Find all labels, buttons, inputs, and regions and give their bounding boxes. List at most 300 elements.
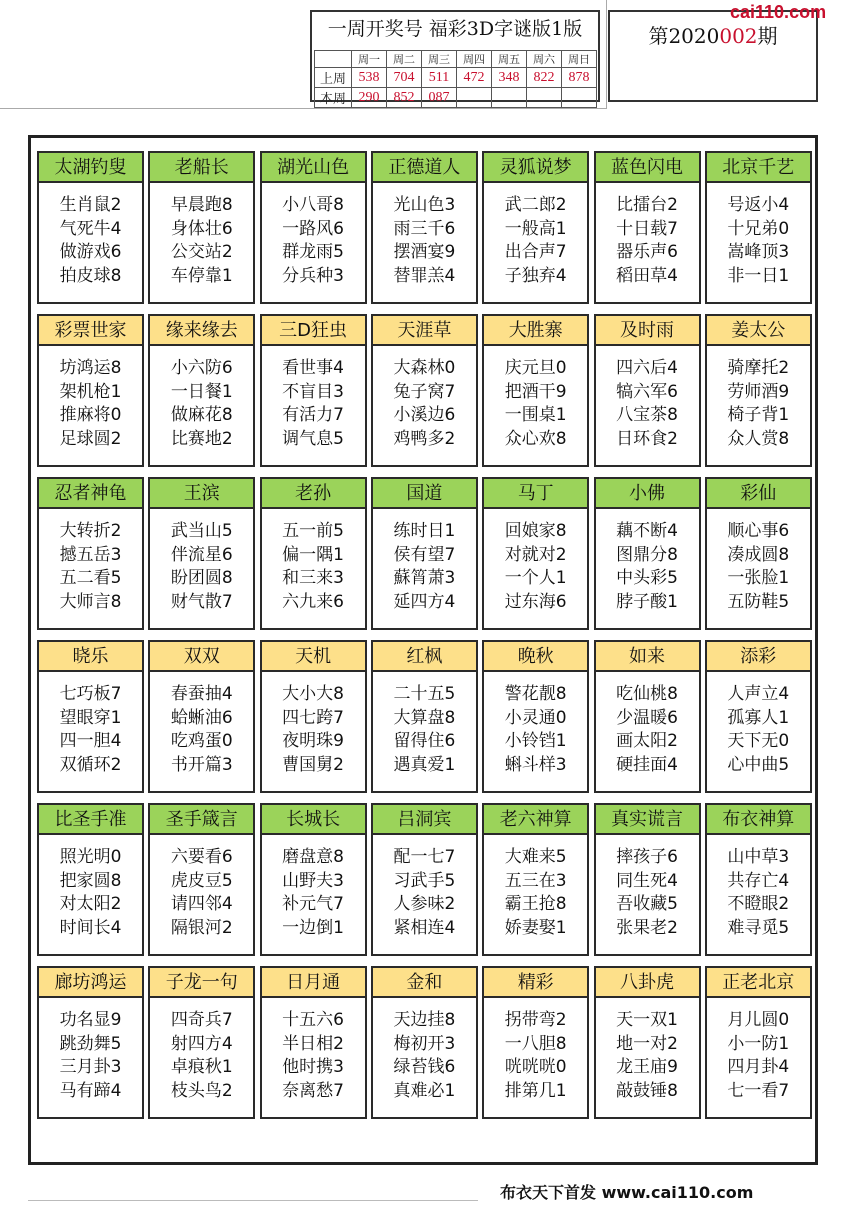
riddle-line: 小灵通0 [504,707,567,728]
footer-credit: 布衣天下首发 www.cai110.com [500,1183,754,1202]
riddle-lines [596,672,699,777]
riddle-line: 张果老2 [616,917,678,938]
riddle-lines [596,346,699,451]
riddle-line: 夜明珠9 [282,731,344,751]
riddle-line: 公交站2 [170,242,233,262]
riddle-line: 大师言8 [59,591,122,612]
riddle-line: 敲鼓锤8 [616,1080,678,1101]
riddle-line: 大小大8 [282,684,344,704]
riddle-lines [150,509,253,614]
riddle-author: 北京千艺 [707,153,810,183]
riddle-line: 请四邻4 [170,894,233,914]
riddle-line: 把酒干9 [504,381,567,402]
riddle-line: 坊鸿运8 [59,358,122,378]
riddle-line: 早晨跑8 [170,195,233,215]
riddle-lines [150,835,253,940]
riddle-line: 生肖鼠2 [59,195,122,215]
riddle-line: 配一七7 [393,847,456,867]
riddle-line: 一围桌1 [504,405,567,425]
riddle-line: 二十五5 [393,684,456,704]
riddle-card [148,966,255,1119]
riddle-card [482,640,589,793]
riddle-card [594,477,701,630]
riddle-author: 姜太公 [707,316,810,346]
riddle-line: 吃鸡蛋0 [170,731,233,751]
riddle-lines [262,998,365,1103]
last-week-number: 348 [492,68,527,88]
riddle-line: 六九来6 [282,591,344,612]
riddle-author: 布衣神算 [707,805,810,835]
riddle-line: 春蚕抽4 [170,684,233,704]
riddle-card [37,803,144,956]
riddle-lines [484,998,587,1103]
riddle-line: 半日相2 [282,1033,344,1054]
day-header: 周日 [562,51,597,68]
riddle-card [482,966,589,1119]
day-header: 周三 [422,51,457,68]
riddle-line: 孤寡人1 [727,707,790,728]
riddle-line: 众人赏8 [727,428,790,449]
riddle-line: 六要看6 [170,847,233,867]
riddle-line: 功名显9 [59,1010,122,1030]
riddle-line: 庆元旦0 [504,358,567,378]
riddle-card [148,151,255,304]
riddle-line: 他时携3 [282,1057,344,1077]
riddle-author: 吕洞宾 [373,805,476,835]
riddle-line: 双循环2 [59,754,122,775]
riddle-card [371,640,478,793]
riddle-line: 推麻将0 [59,405,122,425]
riddle-line: 遇真爱1 [393,754,456,775]
riddle-card [37,966,144,1119]
riddle-line: 四一胆4 [59,731,122,751]
riddle-line: 时间长4 [59,917,122,938]
riddle-line: 器乐声6 [616,242,678,262]
riddle-author: 晓乐 [39,642,142,672]
riddle-line: 真难必1 [393,1080,456,1101]
riddle-lines [150,346,253,451]
riddle-line: 日环食2 [616,428,678,449]
this-week-number [457,88,492,108]
riddle-line: 对就对2 [504,544,567,565]
riddle-card [371,314,478,467]
riddle-line: 众心欢8 [504,428,567,449]
riddle-line: 气死牛4 [59,218,122,239]
riddle-line: 群龙雨5 [282,242,344,262]
riddle-card [594,966,701,1119]
riddle-author: 长城长 [262,805,365,835]
riddle-card [37,314,144,467]
riddle-line: 书开篇3 [170,754,233,775]
riddle-lines [262,346,365,451]
riddle-card [148,314,255,467]
riddle-author: 及时雨 [596,316,699,346]
riddle-lines [373,509,476,614]
riddle-line: 架机枪1 [59,381,122,402]
riddle-card [37,477,144,630]
riddle-author: 添彩 [707,642,810,672]
riddle-card [705,151,812,304]
riddle-line: 回娘家8 [504,521,567,541]
riddle-lines [484,509,587,614]
site-logo-text[interactable]: cai110.com [730,2,827,22]
riddle-line: 排第几1 [504,1080,567,1101]
riddle-line: 补元气7 [282,894,344,914]
riddle-line: 梅初开3 [393,1033,456,1054]
this-week-number: 290 [352,88,387,108]
riddle-line: 拐带弯2 [504,1010,567,1030]
riddle-card [482,314,589,467]
riddle-line: 不瞪眼2 [727,894,790,914]
riddle-lines [596,183,699,288]
riddle-line: 四六后4 [616,358,678,378]
riddle-line: 一般高1 [504,218,567,239]
riddle-lines [262,672,365,777]
riddle-line: 调气息5 [282,428,344,449]
riddle-lines [707,998,810,1103]
riddle-line: 七巧板7 [59,684,122,704]
riddle-line: 卓痕秋1 [170,1057,233,1077]
riddle-author: 晚秋 [484,642,587,672]
riddle-author: 老六神算 [484,805,587,835]
riddle-author: 湖光山色 [262,153,365,183]
riddle-line: 小铃铛1 [504,731,567,751]
riddle-grid [28,135,818,1165]
riddle-line: 八宝茶8 [616,405,678,425]
riddle-line: 一路风6 [282,218,344,239]
riddle-line: 地一对2 [616,1033,678,1054]
riddle-lines [373,998,476,1103]
riddle-author: 国道 [373,479,476,509]
riddle-line: 紧相连4 [393,917,456,938]
riddle-line: 拍皮球8 [59,265,122,286]
riddle-author: 三D狂虫 [262,316,365,346]
riddle-line: 五防鞋5 [727,591,790,612]
riddle-line: 小溪边6 [393,405,456,425]
riddle-line: 娇妻娶1 [504,917,567,938]
day-header: 周一 [352,51,387,68]
riddle-line: 摔孩子6 [616,847,678,867]
riddle-line: 劳师酒9 [727,381,790,402]
riddle-card [260,966,367,1119]
riddle-line: 图鼎分8 [616,544,678,565]
riddle-author: 老船长 [150,153,253,183]
riddle-line: 四奇兵7 [170,1010,233,1030]
riddle-line: 画太阳2 [616,731,678,751]
riddle-line: 替罪羔4 [393,265,456,286]
riddle-line: 小六防6 [170,358,233,378]
riddle-author: 圣手箴言 [150,805,253,835]
riddle-author: 子龙一句 [150,968,253,998]
riddle-line: 雨三千6 [393,218,456,239]
riddle-author: 太湖钓叟 [39,153,142,183]
riddle-line: 蝌斗样3 [504,754,567,775]
riddle-line: 嵩峰顶3 [727,242,790,262]
riddle-line: 大算盘8 [393,707,456,728]
riddle-card [705,966,812,1119]
riddle-card [260,477,367,630]
riddle-line: 蘇筲萧3 [393,568,456,588]
riddle-author: 王滨 [150,479,253,509]
riddle-line: 光山色3 [393,195,456,215]
riddle-lines [373,672,476,777]
riddle-line: 号返小4 [727,195,790,215]
riddle-line: 人声立4 [727,684,790,704]
riddle-line: 过东海6 [504,591,567,612]
riddle-line: 一边倒1 [282,917,344,938]
riddle-line: 磨盘意8 [282,847,344,867]
riddle-line: 望眼穿1 [59,707,122,728]
riddle-line: 一日餐1 [170,381,233,402]
riddle-line: 难寻觅5 [727,917,790,938]
riddle-lines [484,183,587,288]
bottom-divider [28,1200,478,1201]
riddle-card [260,803,367,956]
riddle-line: 小一防1 [727,1033,790,1054]
riddle-card [260,151,367,304]
last-week-number: 704 [387,68,422,88]
riddle-author: 天涯草 [373,316,476,346]
riddle-lines [262,835,365,940]
last-week-number: 822 [527,68,562,88]
riddle-line: 七一看7 [727,1080,790,1101]
riddle-line: 大转折2 [59,521,122,541]
riddle-line: 照光明0 [59,847,122,867]
this-week-number [562,88,597,108]
riddle-line: 比擂台2 [616,195,678,215]
riddle-line: 五二看5 [59,568,122,588]
riddle-lines [707,183,810,288]
last-week-label: 上周 [315,68,352,88]
riddle-line: 天下无0 [727,731,790,751]
riddle-line: 少温暖6 [616,707,678,728]
riddle-card [482,803,589,956]
riddle-line: 做麻花8 [170,405,233,425]
riddle-lines [150,183,253,288]
this-week-number [492,88,527,108]
this-week-number: 087 [422,88,457,108]
riddle-line: 身体壮6 [170,218,233,239]
riddle-card [37,640,144,793]
riddle-line: 盼团圆8 [170,568,233,588]
riddle-line: 奈离愁7 [282,1080,344,1101]
riddle-line: 子独弃4 [504,265,567,286]
riddle-lines [373,346,476,451]
riddle-line: 龙王庙9 [616,1057,678,1077]
riddle-card [148,640,255,793]
riddle-line: 中头彩5 [616,568,678,588]
riddle-card [482,151,589,304]
riddle-lines [262,183,365,288]
riddle-line: 侯有望7 [393,544,456,565]
riddle-card [260,640,367,793]
riddle-author: 金和 [373,968,476,998]
riddle-author: 缘来缘去 [150,316,253,346]
riddle-lines [39,183,142,288]
riddle-lines [707,509,810,614]
riddle-line: 射四方4 [170,1033,233,1054]
riddle-line: 蛤蜥油6 [170,707,233,728]
riddle-line: 武当山5 [170,521,233,541]
riddle-line: 一个人1 [504,568,567,588]
riddle-line: 山野夫3 [282,870,344,891]
riddle-lines [39,672,142,777]
riddle-line: 练时日1 [393,521,456,541]
riddle-lines [484,672,587,777]
riddle-card [148,803,255,956]
riddle-line: 咣咣咣0 [504,1057,567,1077]
riddle-line: 月儿圆0 [727,1010,790,1030]
riddle-line: 做游戏6 [59,242,122,262]
riddle-line: 十兄弟0 [727,218,790,239]
riddle-line: 把家圆8 [59,870,122,891]
riddle-author: 真实谎言 [596,805,699,835]
riddle-line: 曹国舅2 [282,754,344,775]
riddle-line: 和三来3 [282,568,344,588]
riddle-card [482,477,589,630]
riddle-line: 四月卦4 [727,1057,790,1077]
riddle-line: 四七跨7 [282,707,344,728]
riddle-line: 警花靓8 [504,684,567,704]
riddle-card [371,803,478,956]
riddle-lines [596,835,699,940]
riddle-line: 五一前5 [282,521,344,541]
riddle-lines [39,835,142,940]
riddle-card [705,314,812,467]
riddle-line: 有活力7 [282,405,344,425]
riddle-lines [262,509,365,614]
riddle-card [594,803,701,956]
riddle-line: 脖子酸1 [616,591,678,612]
day-header: 周六 [527,51,562,68]
riddle-author: 小佛 [596,479,699,509]
riddle-line: 留得住6 [393,731,456,751]
riddle-line: 财气散7 [170,591,233,612]
riddle-line: 看世事4 [282,358,344,378]
riddle-lines [596,509,699,614]
last-week-number: 472 [457,68,492,88]
riddle-line: 凑成圆8 [727,544,790,565]
riddle-line: 一张脸1 [727,568,790,588]
riddle-line: 吾收藏5 [616,894,678,914]
riddle-card [371,477,478,630]
riddle-author: 正德道人 [373,153,476,183]
riddle-line: 车停靠1 [170,265,233,286]
riddle-line: 霸王抢8 [504,894,567,914]
riddle-lines [39,346,142,451]
this-week-label: 本周 [315,88,352,108]
riddle-line: 犒六军6 [616,381,678,402]
riddle-line: 心中曲5 [727,754,790,775]
day-header: 周四 [457,51,492,68]
riddle-lines [707,835,810,940]
riddle-lines [39,998,142,1103]
riddle-lines [150,998,253,1103]
riddle-card [705,640,812,793]
riddle-line: 比赛地2 [170,428,233,449]
riddle-line: 十日载7 [616,218,678,239]
riddle-card [371,966,478,1119]
riddle-author: 如来 [596,642,699,672]
riddle-line: 硬挂面4 [616,754,678,775]
riddle-line: 绿苔钱6 [393,1057,456,1077]
riddle-line: 撼五岳3 [59,544,122,565]
riddle-card [37,151,144,304]
riddle-card [705,803,812,956]
issue-number: 第2020002期 [648,24,778,48]
riddle-line: 小八哥8 [282,195,344,215]
riddle-lines [484,346,587,451]
page-title: 一周开奖号 福彩3D字谜版1版 [327,18,583,40]
riddle-author: 八卦虎 [596,968,699,998]
riddle-line: 大森林0 [393,358,456,378]
riddle-line: 三月卦3 [59,1057,122,1077]
riddle-lines [373,835,476,940]
riddle-line: 兔子窝7 [393,381,456,402]
riddle-line: 人参味2 [393,894,456,914]
riddle-author: 蓝色闪电 [596,153,699,183]
riddle-author: 日月通 [262,968,365,998]
riddle-card [371,151,478,304]
riddle-lines [596,998,699,1103]
riddle-author: 忍者神龟 [39,479,142,509]
riddle-line: 骑摩托2 [727,358,790,378]
riddle-line: 对太阳2 [59,894,122,914]
riddle-lines [39,509,142,614]
riddle-lines [373,183,476,288]
riddle-card [260,314,367,467]
riddle-line: 足球圆2 [59,428,122,449]
riddle-line: 藕不断4 [616,521,678,541]
last-week-number: 878 [562,68,597,88]
draw-grid [314,50,597,108]
riddle-line: 隔银河2 [170,917,233,938]
riddle-lines [484,835,587,940]
riddle-author: 精彩 [484,968,587,998]
riddle-lines [150,672,253,777]
this-week-number: 852 [387,88,422,108]
riddle-author: 双双 [150,642,253,672]
riddle-line: 天一双1 [616,1010,678,1030]
riddle-line: 十五六6 [282,1010,344,1030]
riddle-line: 延四方4 [393,591,456,612]
riddle-line: 大难来5 [504,847,567,867]
riddle-line: 出合声7 [504,242,567,262]
riddle-line: 习武手5 [393,870,456,891]
riddle-card [705,477,812,630]
weekly-draw-table [310,10,600,106]
riddle-line: 鸡鸭多2 [393,428,456,449]
last-week-number: 538 [352,68,387,88]
riddle-line: 一八胆8 [504,1033,567,1054]
riddle-line: 虎皮豆5 [170,870,233,891]
riddle-line: 吃仙桃8 [616,684,678,704]
riddle-line: 顺心事6 [727,521,790,541]
riddle-author: 廊坊鸿运 [39,968,142,998]
riddle-line: 分兵种3 [282,265,344,286]
riddle-author: 大胜寨 [484,316,587,346]
riddle-line: 稻田草4 [616,265,678,286]
riddle-line: 天边挂8 [393,1010,456,1030]
this-week-number [527,88,562,108]
riddle-line: 共存亡4 [727,870,790,891]
riddle-card [594,314,701,467]
riddle-card [594,640,701,793]
riddle-author: 正老北京 [707,968,810,998]
riddle-author: 天机 [262,642,365,672]
riddle-card [148,477,255,630]
riddle-author: 彩仙 [707,479,810,509]
